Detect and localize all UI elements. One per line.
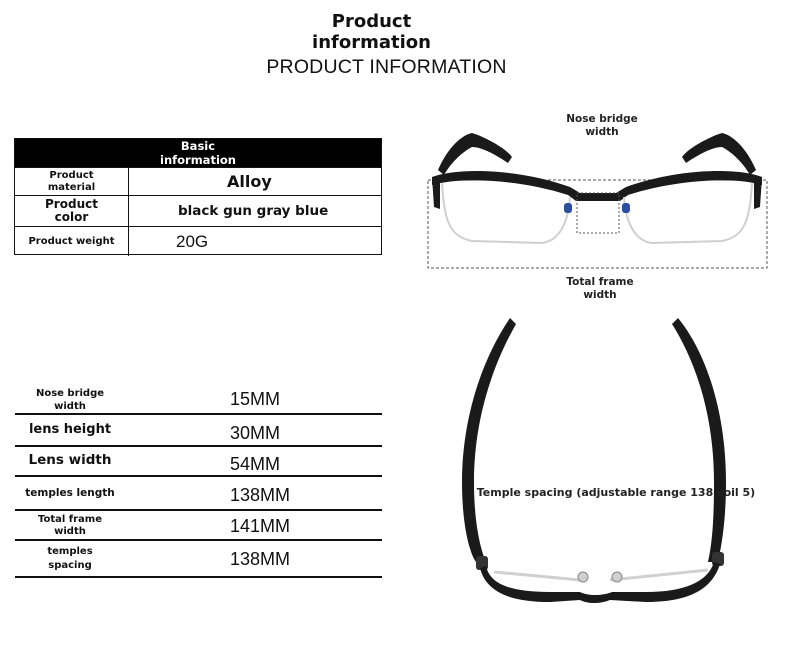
left-nose-pad-top <box>578 572 588 582</box>
spec-label: Lens width <box>28 452 112 468</box>
basic-row-label <box>15 196 129 226</box>
right-nose-pad <box>622 203 630 213</box>
right-lens <box>624 183 752 243</box>
label-line1: temples <box>47 546 93 557</box>
left-lens <box>442 183 570 243</box>
spec-label <box>15 514 125 538</box>
left-temple-arm <box>462 318 516 564</box>
temple-spacing-callout: Temple spacing (adjustable range 138 soil 5) <box>476 486 756 499</box>
left-nose-pad <box>564 203 572 213</box>
label-line2: material <box>47 181 96 193</box>
label-line2: color <box>54 210 89 224</box>
spec-row-lens-height <box>15 415 382 447</box>
spec-label: lens height <box>28 422 112 437</box>
lens-top-view <box>494 570 708 580</box>
basic-row-label <box>15 168 129 195</box>
page-title-line2: information <box>312 32 431 53</box>
basic-info-header <box>15 139 381 167</box>
label-line1: Nose bridge <box>35 388 105 399</box>
spec-label: temples length <box>25 487 115 499</box>
right-nose-pad-top <box>612 572 622 582</box>
left-temple-stub <box>438 133 512 175</box>
basic-row-value: 20G <box>176 231 209 251</box>
basic-info-header-line2: information <box>160 153 236 167</box>
spec-row-temples-spacing <box>15 541 382 578</box>
spec-row-nose-bridge <box>15 383 382 415</box>
label-line2: spacing <box>48 560 92 571</box>
glasses-top-image <box>450 312 750 612</box>
label-line2: width <box>54 401 86 412</box>
basic-info-header-line1: Basic <box>180 139 216 153</box>
basic-row-material <box>15 167 381 195</box>
spec-value: 141MM <box>230 516 291 536</box>
nose-bridge-callout <box>560 113 644 139</box>
spec-value: 30MM <box>230 423 281 443</box>
spec-row-total-frame <box>15 511 382 541</box>
label-line1: Product <box>45 197 98 211</box>
spec-value: 54MM <box>230 454 281 474</box>
callout-line1: Total frame <box>566 276 634 288</box>
basic-row-value: Alloy <box>227 172 272 191</box>
spec-value: 138MM <box>230 549 291 569</box>
front-frame-top-view <box>480 562 720 603</box>
page-title <box>0 11 743 53</box>
spec-label <box>15 387 125 413</box>
spec-row-temples-length <box>15 477 382 511</box>
glasses-front-image <box>420 125 780 275</box>
callout-line2: width <box>585 126 619 138</box>
spec-value: 138MM <box>230 485 291 505</box>
right-temple-stub <box>682 133 756 175</box>
basic-row-weight <box>15 226 381 256</box>
spec-row-lens-width <box>15 447 382 477</box>
basic-row-color <box>15 195 381 226</box>
total-frame-callout <box>558 276 642 302</box>
basic-row-value: black gun gray blue <box>178 203 329 219</box>
basic-info-table <box>14 138 382 255</box>
label-line1: Total frame <box>37 514 103 525</box>
callout-line2: width <box>583 289 617 301</box>
frame-top-bar <box>432 171 762 201</box>
label-line2: width <box>54 526 86 537</box>
basic-row-label: Product weight <box>15 227 129 256</box>
right-temple-arm <box>672 318 726 562</box>
label-line1: Product <box>49 169 94 181</box>
spec-value: 15MM <box>230 389 281 409</box>
spec-label <box>15 545 125 573</box>
page-subtitle: PRODUCT INFORMATION <box>266 56 507 78</box>
callout-line1: Nose bridge <box>566 113 638 125</box>
page-title-line1: Product <box>331 11 412 32</box>
